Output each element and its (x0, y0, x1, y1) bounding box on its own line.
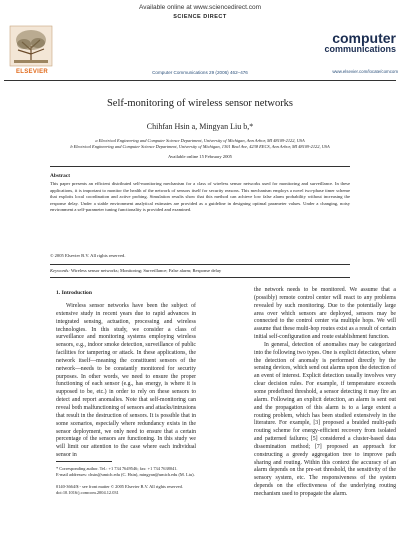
abstract-text: This paper presents an efficient distributed self-monitoring mechanism for a class of wireless sensor networks used for monitoring and surveillance. In these applications, it is important to monitor the health of the network of sensors itself for security reasons. This mechanism employs a novel two-phase timer scheme that exploits local coordination and active probing. Simulation results show that this method can achieve low false alarm probability without increasing the response delay. Under a stable environment analytical estimates are provided as a guideline in designing optimal parameter values. Under a changing, noisy environment a self-parameter tuning functionality is provided and examined. (50, 181, 350, 212)
issn-line: 0140-3664/$ - see front matter © 2005 Elsevier B.V. All rights reserved. (56, 484, 183, 489)
journal-title-line2: communications (324, 44, 396, 54)
keywords-label: Keywords: (50, 268, 70, 273)
journal-url[interactable]: www.elsevier.com/locate/comcom (332, 69, 398, 74)
corresponding-author-footnote (56, 466, 196, 478)
affiliation-b: b Electrical Engineering and Computer Science Department, University of Michigan, 1301 Beal Ave, 4238 EECS, Ann Arbor, MI 48109-2122, USA (70, 144, 330, 149)
journal-title (290, 31, 396, 54)
doi-link[interactable]: doi:10.1016/j.comcom.2004.12.031 (56, 490, 119, 495)
keywords-top-divider (50, 264, 350, 265)
footnote-divider (56, 461, 112, 462)
body-paragraph: In general, detection of anomalies may be categorized into the following two types. One is explicit detection, where the detection of anomaly is performed directly by the sensing devices, which send out alarms upon the detection of an event of interest. Explicit detection usually involves very clear decision rules. For example, if temperature exceeds some predefined threshold, a sensor detecting it may fire an alarm. Following an explicit detection, an alarm is sent out and the propagation of this alarm is to a large extent a routing problem, which has been studied extensively in the literature. For example, [3] proposed a braided multi-path routing scheme for energy-efficient recovery from isolated and patterned failures; [5] considered a cluster-based data dissemination method; [7] proposed an approach for constructing a greedy aggregation tree to improve path sharing and routing. Within this context the accuracy of an alarm depends on the pre-set threshold, the sensitivity of the sensory system, etc. The responsiveness of the system depends on the effectiveness of the underlying routing mechanism used to propagate the alarm. (254, 341, 396, 497)
abstract-top-divider (50, 166, 350, 167)
sciencedirect-logo (163, 14, 237, 20)
article-title: Self-monitoring of wireless sensor networks (106, 98, 294, 109)
keywords-bottom-divider (50, 277, 350, 278)
publisher-name: ELSEVIER (15, 69, 49, 75)
section-heading-introduction: 1. Introduction (56, 290, 92, 296)
available-online-date: Available online 15 February 2005 (168, 154, 232, 159)
sciencedirect-logo-text: SCIENCE DIRECT (173, 14, 227, 20)
footnote-contact: * Corresponding author. Tel.: +1 734 7649546; fax: +1 734 7638041. (56, 466, 178, 471)
body-column-right (254, 287, 396, 499)
journal-citation[interactable]: Computer Communications 29 (2006) 462–476 (152, 70, 248, 75)
issn-doi-block (56, 484, 196, 496)
keywords-list: Wireless sensor networks; Monitoring; Surveillance; False alarm; Response delay (70, 268, 222, 273)
header-divider (4, 80, 396, 81)
body-paragraph: Wireless sensor networks have been the subject of extensive study in recent years due to rapid advances in integrated sensing, actuation, processing and wireless technologies. In this study, we consider a class of surveillance and monitoring systems employing wireless sensors, e.g., indoor smoke detection, surveillance of public facilities for tampering or attack. In these applications, the network itself—meaning the constituent sensors of the network—needs to be constantly monitored for security purposes. In other words, we need to ensure the proper functioning of each sensor (e.g., has energy, is where it is supposed to be, etc.) in order to rely on these sensors to detect and report anomalies. Note that self-monitoring can reveal both malfunctioning of sensors and attacks/intrusions that result in the destruction of sensors. It is possible that in some scenarios, especially where redundancy exists in the sensor deployment, we only need to ensure that a certain percentage of the sensors are functioning. In this study we will limit our attention to the case where each individual sensor in (56, 303, 196, 459)
article-authors: Chihfan Hsin a, Mingyan Liu b,* (146, 122, 254, 131)
keywords-line (50, 268, 350, 273)
affiliation-a: a Electrical Engineering and Computer Science Department, University of Michigan, Ann Arbor, MI 48109-2122, USA (95, 138, 305, 143)
journal-title-line1: computer (332, 30, 396, 46)
available-online-text: Available online at www.sciencedirect.com (139, 4, 261, 11)
abstract-copyright: © 2005 Elsevier B.V. All rights reserved. (50, 253, 126, 258)
body-paragraph: the network needs to be monitored. We assume that a (possibly) remote control center will react to any problems revealed by such monitoring. Due to the potentially large area over which sensors are deployed, sensors may be connected to the control center via multiple hops. We will assume that these multi-hop routes exist as a result of certain initial self-configuration and route establishment function. (254, 287, 396, 341)
body-column-left (56, 303, 196, 460)
footnote-emails[interactable]: E-mail addresses: chsin@umich.edu (C. Hsin), mingyan@umich.edu (M. Liu). (56, 472, 195, 477)
abstract-heading: Abstract (50, 173, 71, 179)
